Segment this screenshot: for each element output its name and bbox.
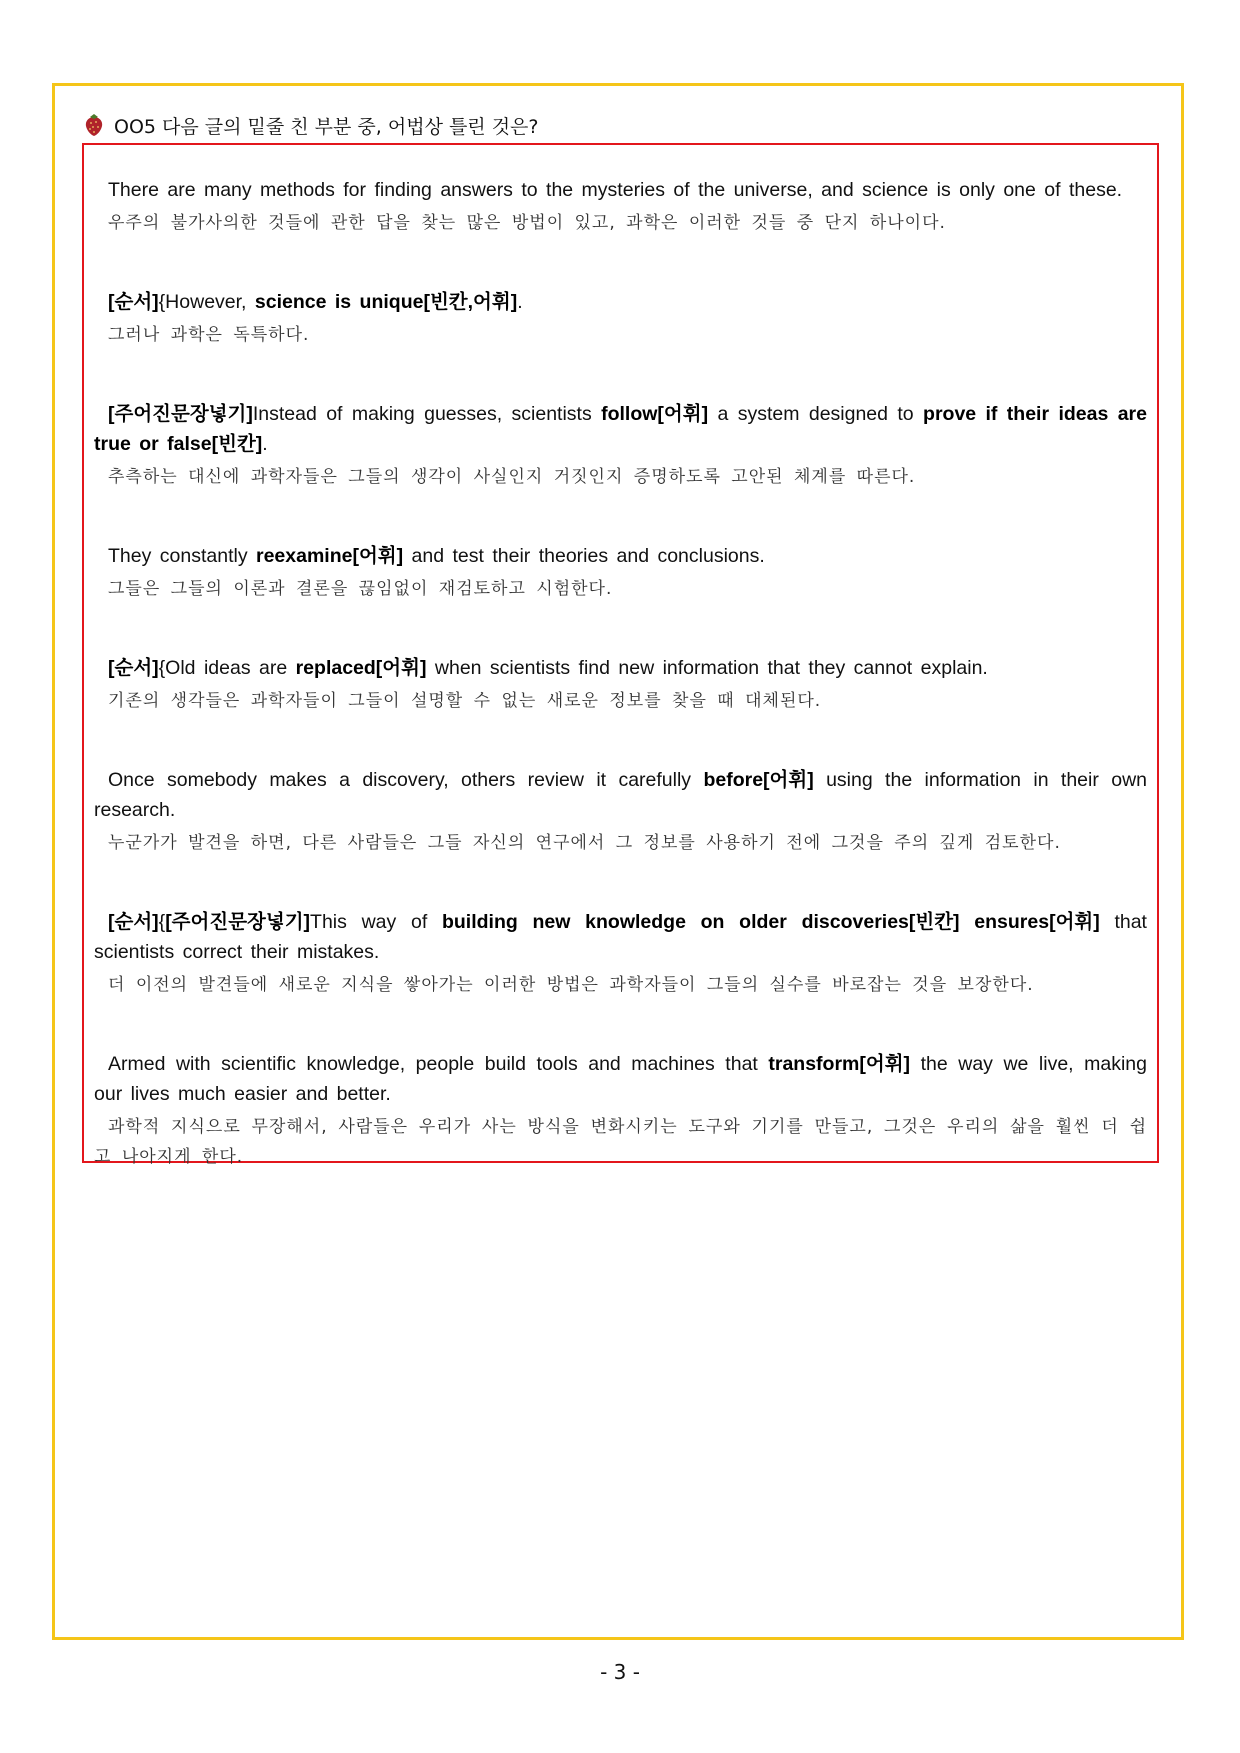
text-segment: when scientists find new information that they cannot explain.	[426, 657, 988, 679]
english-sentence	[94, 175, 1147, 205]
passage-paragraph	[94, 399, 1147, 492]
text-segment: .	[262, 433, 268, 455]
question-header	[84, 110, 539, 140]
english-sentence	[94, 1049, 1147, 1109]
passage-paragraph	[94, 653, 1147, 716]
passage-paragraph	[94, 1049, 1147, 1172]
passage-paragraph	[94, 287, 1147, 350]
text-segment: a system designed to	[708, 403, 924, 425]
marked-segment: prove if their ideas are true or false[빈칸]	[94, 403, 1147, 455]
text-segment: the way we live, making our lives much easier and better.	[94, 1053, 1147, 1105]
text-segment: They constantly	[108, 545, 256, 567]
english-sentence	[94, 653, 1147, 683]
text-segment: {Old ideas are	[158, 657, 296, 679]
marked-segment: building new knowledge on older discoveries[빈칸]	[441, 911, 960, 933]
marked-segment: [순서]	[108, 657, 159, 679]
korean-translation: 기존의 생각들은 과학자들이 그들이 설명할 수 없는 새로운 정보를 찾을 때 대체된다.	[108, 691, 822, 711]
marked-segment: reexamine[어휘]	[255, 545, 404, 567]
marked-segment: transform[어휘]	[768, 1053, 911, 1075]
page-number: - 3 -	[600, 1660, 640, 1684]
korean-translation: 우주의 불가사의한 것들에 관한 답을 찾는 많은 방법이 있고, 과학은 이러한 것들 중 단지 하나이다.	[108, 213, 946, 233]
korean-translation: 과학적 지식으로 무장해서, 사람들은 우리가 사는 방식을 변화시키는 도구와 기기를 만들고, 그것은 우리의 삶을 훨씬 더 쉽고 나아지게 한다.	[94, 1117, 1147, 1167]
text-segment: This way of	[310, 911, 442, 933]
text-segment: and test their theories and conclusions.	[403, 545, 765, 567]
passage-paragraph	[94, 907, 1147, 1000]
passage-box	[82, 143, 1159, 1167]
english-sentence	[94, 399, 1147, 459]
passage-paragraph	[94, 541, 1147, 604]
marked-segment: science is unique[빈칸,어휘]	[254, 291, 518, 313]
passage-paragraph	[94, 765, 1147, 858]
marked-segment: before[어휘]	[703, 769, 814, 791]
marked-segment: [순서]	[108, 911, 159, 933]
english-sentence	[94, 541, 1147, 571]
korean-translation: 그러나 과학은 독특하다.	[108, 325, 310, 345]
text-segment: Once somebody makes a discovery, others review it carefully	[108, 769, 704, 791]
strawberry-icon	[84, 113, 104, 137]
english-sentence	[94, 765, 1147, 825]
text-segment: using the information in their own research.	[94, 769, 1147, 821]
marked-segment: [순서]	[108, 291, 159, 313]
marked-segment: [주어진문장넣기]	[165, 911, 311, 933]
text-segment: {	[158, 911, 166, 933]
text-segment: that scientists correct their mistakes.	[94, 911, 1147, 963]
korean-translation: 누군가가 발견을 하면, 다른 사람들은 그들 자신의 연구에서 그 정보를 사용하기 전에 그것을 주의 깊게 검토한다.	[108, 833, 1061, 853]
korean-translation: 그들은 그들의 이론과 결론을 끊임없이 재검토하고 시험한다.	[108, 579, 613, 599]
text-segment: {However,	[158, 291, 255, 313]
english-sentence	[94, 907, 1147, 967]
passage-paragraph	[94, 175, 1147, 238]
marked-segment: [주어진문장넣기]	[108, 403, 253, 425]
text-segment: There are many methods for finding answers to the mysteries of the universe, and science is only one of these.	[108, 179, 1123, 201]
text-segment: Armed with scientific knowledge, people build tools and machines that	[108, 1053, 769, 1075]
text-segment: Instead of making guesses, scientists	[252, 403, 602, 425]
marked-segment: ensures[어휘]	[974, 911, 1100, 933]
korean-translation: 더 이전의 발견들에 새로운 지식을 쌓아가는 이러한 방법은 과학자들이 그들의 실수를 바로잡는 것을 보장한다.	[108, 975, 1034, 995]
marked-segment: replaced[어휘]	[295, 657, 427, 679]
korean-translation: 추측하는 대신에 과학자들은 그들의 생각이 사실인지 거짓인지 증명하도록 고안된 체계를 따른다.	[108, 467, 916, 487]
english-sentence	[94, 287, 1147, 317]
marked-segment: follow[어휘]	[601, 403, 709, 425]
text-segment	[960, 911, 975, 933]
text-segment: .	[517, 291, 523, 313]
question-title: OO5 다음 글의 밑줄 친 부분 중, 어법상 틀린 것은?	[114, 115, 539, 138]
